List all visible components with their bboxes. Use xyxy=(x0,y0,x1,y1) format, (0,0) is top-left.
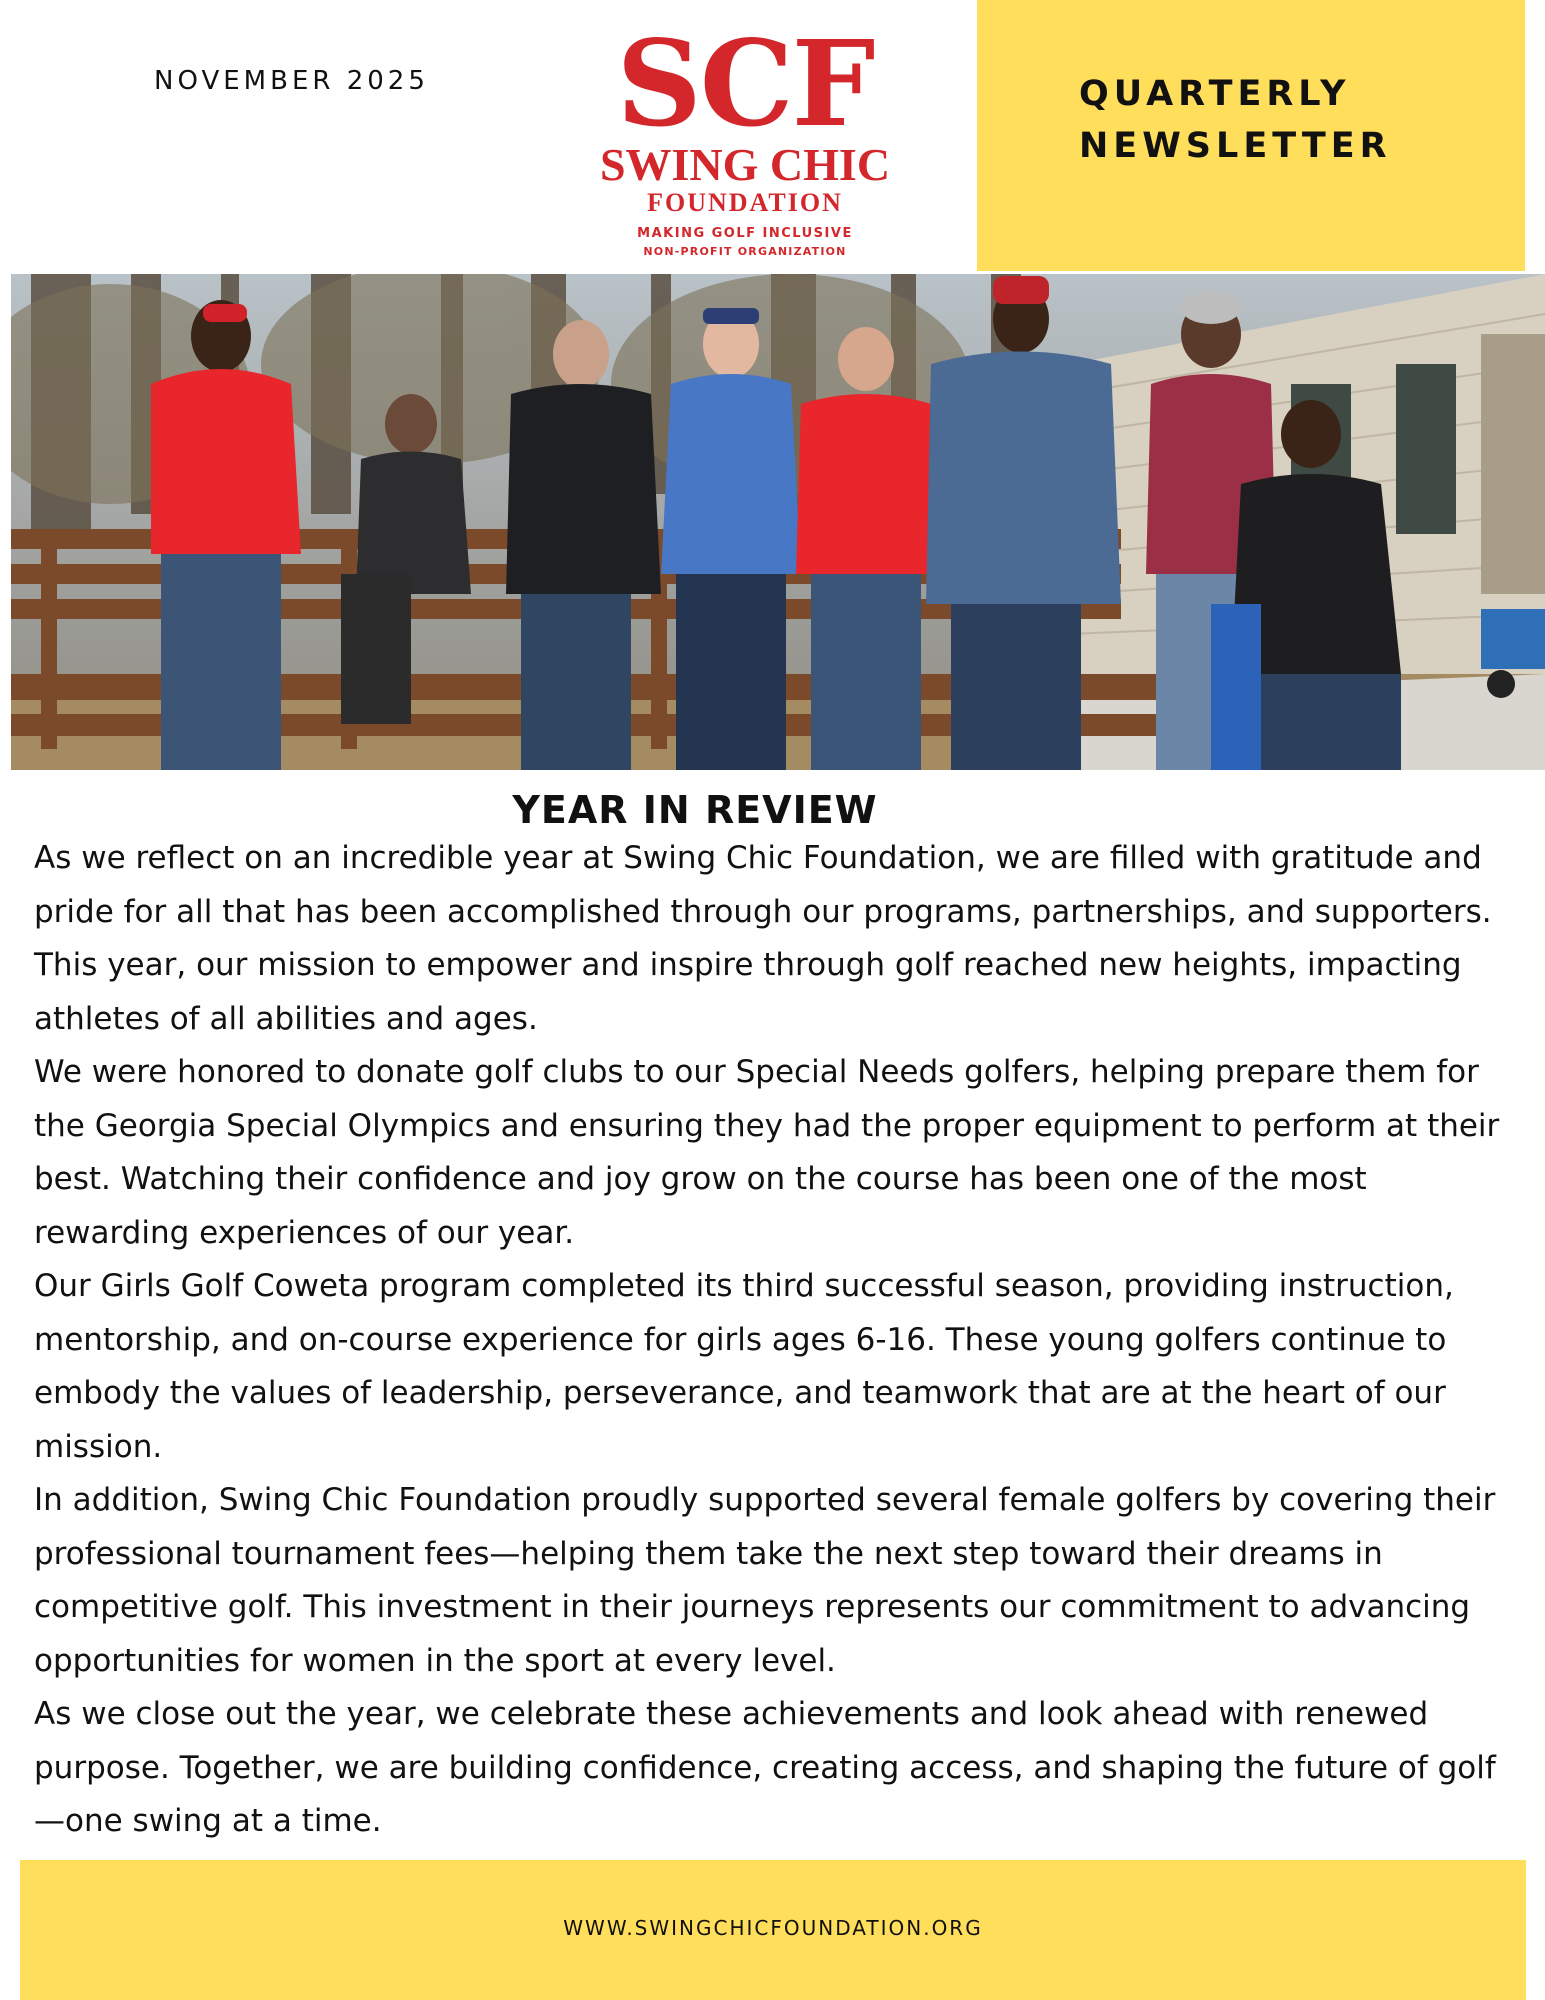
footer-bar xyxy=(20,1860,1526,2000)
article-paragraph: We were honored to donate golf clubs to our Special Needs golfers, helping prepare them for the Georgia Special Olympics and ensuring they had the proper equipment to perform at their best. Watching their confidence and joy grow on the course has been one of the most rewarding experiences of our year. xyxy=(34,1054,1500,1251)
newsletter-title-box xyxy=(977,0,1525,271)
logo-subtagline: NON-PROFIT ORGANIZATION xyxy=(643,245,847,258)
article-heading: YEAR IN REVIEW xyxy=(512,788,878,832)
article-paragraph: As we reflect on an incredible year at Swing Chic Foundation, we are filled with gratitude and pride for all that has been accomplished through our programs, partnerships, and supporters. This year, our mission to empower and inspire through golf reached new heights, impacting athletes of all abilities and ages. xyxy=(34,840,1492,1037)
logo-tagline: MAKING GOLF INCLUSIVE xyxy=(637,226,853,241)
group-photo xyxy=(11,274,1545,770)
article-paragraph: As we close out the year, we celebrate these achievements and look ahead with renewed purpose. Together, we are building confidence, creating access, and shaping the future of golf—one swing at a time. xyxy=(34,1696,1496,1839)
newsletter-title-line1: QUARTERLY xyxy=(1079,74,1351,114)
logo-foundation: FOUNDATION xyxy=(647,188,843,217)
group-photo-illustration xyxy=(11,274,1545,770)
article-paragraph: Our Girls Golf Coweta program completed its third successful season, providing instruction, mentorship, and on-course experience for girls ages 6-16. These young golfers continue to embody the values of leadership, perseverance, and teamwork that are at the heart of our mission. xyxy=(34,1268,1454,1465)
newsletter-title-line2: NEWSLETTER xyxy=(1079,126,1392,166)
logo-mark: SCF xyxy=(616,14,874,153)
website-link[interactable]: WWW.SWINGCHICFOUNDATION.ORG xyxy=(563,1916,983,1940)
issue-date: NOVEMBER 2025 xyxy=(154,66,429,96)
foundation-logo xyxy=(580,14,910,258)
newsletter-title xyxy=(1079,68,1392,172)
article-paragraph: In addition, Swing Chic Foundation proudly supported several female golfers by covering their professional tournament fees—helping them take the next step toward their dreams in competitive golf. This investment in their journeys represents our commitment to advancing opportunities for women in the sport at every level. xyxy=(34,1482,1496,1679)
article-body xyxy=(34,832,1514,1849)
logo-name: SWING CHIC xyxy=(599,139,891,190)
